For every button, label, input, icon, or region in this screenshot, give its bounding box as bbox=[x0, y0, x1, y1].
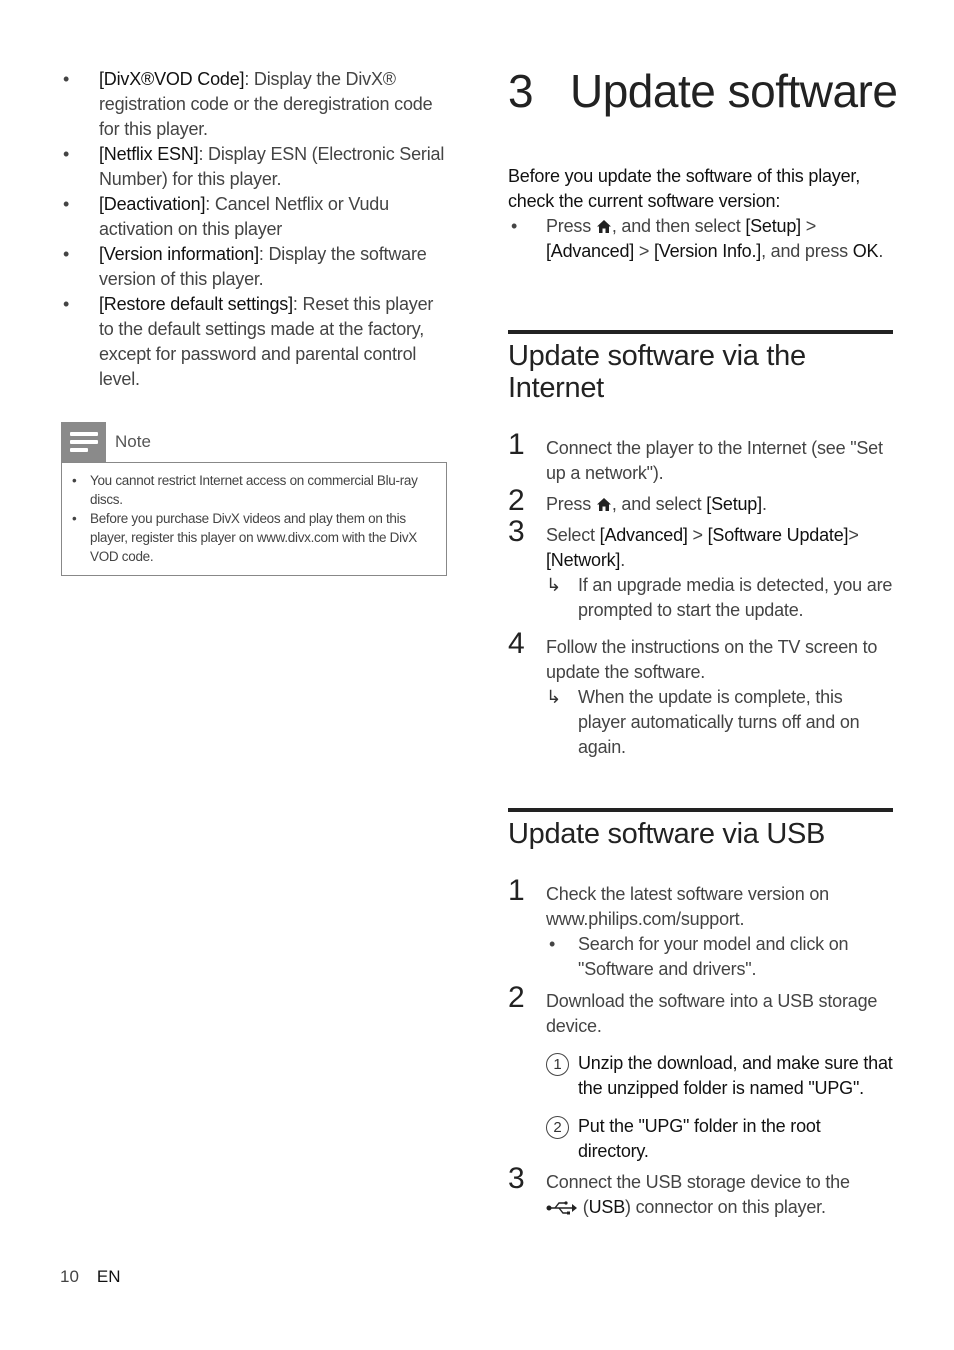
intro bbox=[508, 164, 894, 264]
step-3: 3 Select [Advanced] > [Software Update]> [Network]. ↳ If an upgrade media is detected, you are prompted to start the update. bbox=[508, 523, 894, 623]
substep-number: 2 bbox=[546, 1116, 569, 1139]
step-number: 3 bbox=[508, 515, 525, 548]
step-number: 1 bbox=[508, 874, 525, 907]
intro-bullet: • Press , and then select [Setup] > [Advanced] > [Version Info.], and press OK. bbox=[511, 216, 884, 261]
chapter-number: 3 bbox=[508, 65, 534, 117]
section-rule bbox=[508, 808, 893, 812]
intro-text: Before you update the software of this player, check the current software version: bbox=[508, 166, 861, 211]
home-icon bbox=[596, 497, 612, 512]
step-number: 2 bbox=[508, 484, 525, 517]
note-item: • Before you purchase DivX videos and play them on this player, register this player on www.divx.com with the DivX VOD code. bbox=[70, 509, 440, 566]
chapter-title: Update software bbox=[570, 65, 898, 117]
page-number: 10 bbox=[60, 1267, 79, 1286]
left-column bbox=[60, 67, 450, 392]
step-result: ↳ When the update is complete, this player automatically turns off and on again. bbox=[546, 687, 860, 757]
substep-number: 1 bbox=[546, 1053, 569, 1076]
step-number: 4 bbox=[508, 627, 525, 660]
step-1: 1 Check the latest software version on www.philips.com/support. • Search for your model and click on "Software and drivers". bbox=[508, 882, 894, 982]
settings-list bbox=[60, 67, 450, 392]
page-footer bbox=[60, 1267, 121, 1287]
step-2: 2 Download the software into a USB storage device. 1 Unzip the download, and make sure that the unzipped folder is named "UPG". 2 Put the "UPG" folder in the root directory. bbox=[508, 989, 894, 1164]
usb-steps bbox=[508, 874, 894, 1220]
step-3: 3 Connect the USB storage device to the (USB) connector on this player. bbox=[508, 1162, 850, 1217]
home-icon bbox=[596, 219, 612, 234]
language-code: EN bbox=[96, 1267, 121, 1286]
note-box bbox=[61, 422, 447, 576]
note-header bbox=[61, 422, 447, 462]
step-bullet: • Search for your model and click on "Software and drivers". bbox=[549, 934, 849, 979]
chapter-heading bbox=[508, 64, 897, 118]
step-4: 4 Follow the instructions on the TV screen to update the software. ↳ When the update is complete, this player automatically turns off and on again. bbox=[508, 635, 894, 760]
step-number: 1 bbox=[508, 428, 525, 461]
list-item: • [Restore default settings]: Reset this player to the default settings made at the factory, except for password and parental control level. bbox=[60, 292, 450, 392]
step-1: 1 Connect the player to the Internet (see "Set up a network"). bbox=[508, 428, 883, 483]
list-item: • [Version information]: Display the software version of this player. bbox=[60, 242, 450, 292]
list-item: • [Netflix ESN]: Display ESN (Electronic Serial Number) for this player. bbox=[60, 142, 450, 192]
result-arrow-icon: ↳ bbox=[546, 575, 561, 595]
note-icon bbox=[61, 422, 106, 462]
note-content bbox=[61, 462, 447, 576]
step-number: 2 bbox=[508, 981, 525, 1014]
section-title-usb: Update software via USB bbox=[508, 818, 826, 850]
usb-icon bbox=[546, 1201, 578, 1215]
step-number: 3 bbox=[508, 1162, 525, 1195]
internet-steps bbox=[508, 428, 894, 760]
note-item: • You cannot restrict Internet access on commercial Blu-ray discs. bbox=[70, 471, 440, 509]
list-item: • [Deactivation]: Cancel Netflix or Vudu activation on this player bbox=[60, 192, 450, 242]
substep-2: 2 Put the "UPG" folder in the root directory. bbox=[546, 1114, 894, 1164]
result-arrow-icon: ↳ bbox=[546, 687, 561, 707]
section-rule bbox=[508, 330, 893, 334]
step-result: ↳ If an upgrade media is detected, you are prompted to start the update. bbox=[546, 575, 893, 620]
step-2: 2 Press , and select [Setup]. bbox=[508, 484, 767, 517]
substep-1: 1 Unzip the download, and make sure that the unzipped folder is named "UPG". bbox=[546, 1051, 894, 1101]
section-title-internet: Update software via the Internet bbox=[508, 340, 806, 404]
note-title: Note bbox=[115, 432, 151, 451]
list-item: • [DivX®VOD Code]: Display the DivX® registration code or the deregistration code for this player. bbox=[60, 67, 450, 142]
